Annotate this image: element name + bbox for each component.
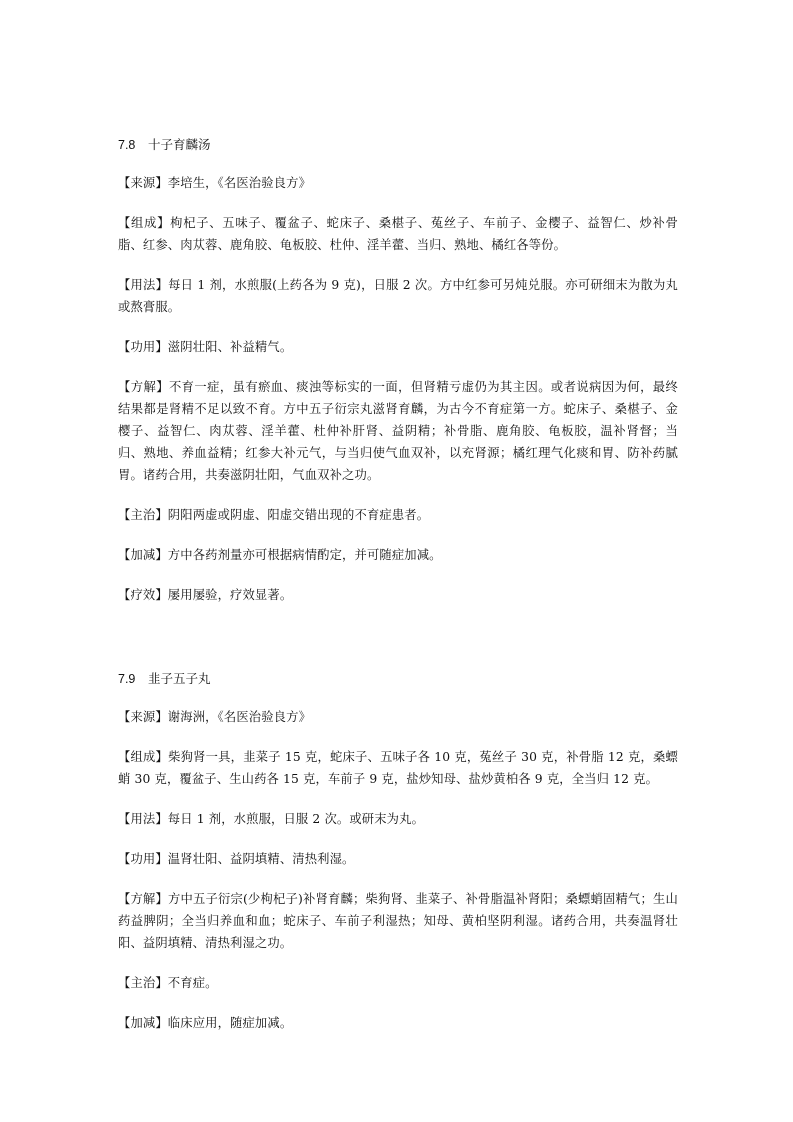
item-modification: 【加减】临床应用，随症加减。: [118, 1016, 293, 1030]
item-composition: 【组成】柴狗肾一具，韭菜子 15 克，蛇床子、五味子各 10 克，菟丝子 30 克，补骨脂 12 克，桑螵蛸 30 克，覆盆子、生山药各 15 克，车前子 9 克，盐炒知母、盐炒黄柏各 9 克，全当归 12 克。: [118, 750, 678, 786]
section-title: 韭子五子丸: [148, 672, 211, 686]
section-heading: [118, 136, 678, 154]
item-function: 【功用】温肾壮阳、益阴填精、清热利湿。: [118, 852, 355, 866]
item-usage: 【用法】每日 1 剂，水煎服，日服 2 次。或研末为丸。: [118, 812, 425, 826]
section-title: 十子育麟汤: [148, 138, 211, 152]
section-7-9: [118, 670, 678, 1034]
item-modification: 【加减】方中各药剂量亦可根据病情酌定，并可随症加减。: [118, 548, 442, 562]
item-composition: 【组成】枸杞子、五味子、覆盆子、蛇床子、桑椹子、菟丝子、车前子、金樱子、益智仁、炒补骨脂、红参、肉苁蓉、鹿角胶、龟板胶、杜仲、淫羊藿、当归、熟地、橘红各等份。: [118, 216, 678, 252]
item-efficacy: 【疗效】屡用屡验，疗效显著。: [118, 588, 293, 602]
item-function: 【功用】滋阴壮阳、补益精气。: [118, 340, 293, 354]
document-page: [118, 136, 678, 1052]
item-usage: 【用法】每日 1 剂，水煎服(上药各为 9 克)，日服 2 次。方中红参可另炖兑服。亦可研细末为散为丸或熬膏服。: [118, 278, 678, 314]
section-heading: [118, 670, 678, 688]
section-number: 7.9: [118, 672, 136, 686]
item-source: 【来源】李培生，《名医治验良方》: [118, 176, 312, 190]
item-explanation: 【方解】不育一症，虽有瘀血、痰浊等标实的一面，但肾精亏虚仍为其主因。或者说病因为何，最终结果都是肾精不足以致不育。方中五子衍宗丸滋肾育麟，为古今不育症第一方。蛇床子、桑椹子、金樱子、益智仁、肉苁蓉、淫羊藿、杜仲补肝肾、益阴精；补骨脂、鹿角胶、龟板胶，温补肾督；当归、熟地、养血益精；红参大补元气，与当归使气血双补，以充肾源；橘红理气化痰和胃、防补药腻胃。诸药合用，共奏滋阴壮阳，气血双补之功。: [118, 380, 678, 482]
item-explanation: 【方解】方中五子衍宗(少枸杞子)补肾育麟；柴狗肾、韭菜子、补骨脂温补肾阳；桑螵蛸固精气；生山药益脾阴；全当归养血和血；蛇床子、车前子利湿热；知母、黄柏坚阴利湿。诸药合用，共奏温肾壮阳、益阴填精、清热利湿之功。: [118, 892, 678, 950]
section-number: 7.8: [118, 138, 136, 152]
section-7-8: [118, 136, 678, 606]
item-source: 【来源】谢海洲，《名医治验良方》: [118, 710, 312, 724]
item-indication: 【主治】阴阳两虚或阴虚、阳虚交错出现的不育症患者。: [118, 508, 430, 522]
item-indication: 【主治】不育症。: [118, 976, 218, 990]
